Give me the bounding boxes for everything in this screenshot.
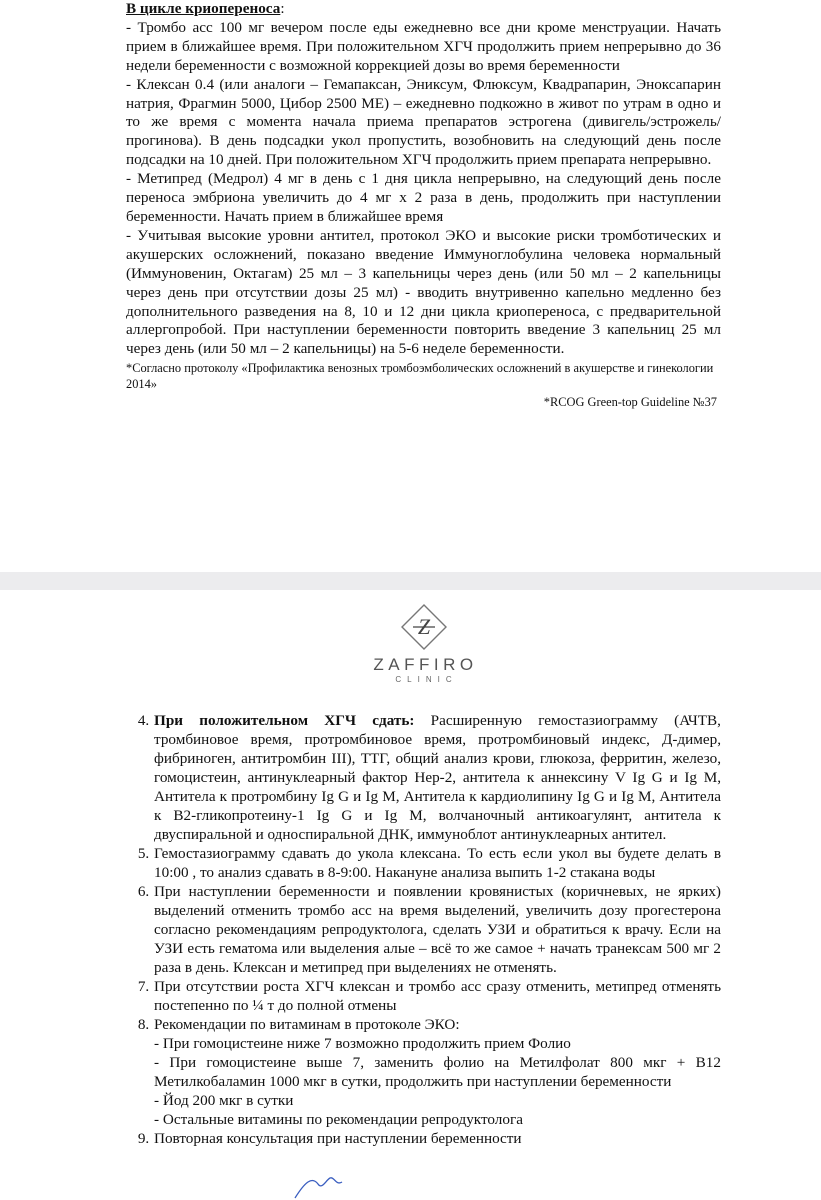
paragraph-clexane: - Клексан 0.4 (или аналоги – Гемапаксан, Эниксум, Флюксум, Квадрапарин, Эноксапарин натрия, Фрагмин 5000, Цибор 2500 МЕ) – ежедневно подкожно в живот по утрам в одно и то же время с момента начала приема препаратов эстрогена (дивигель/эстрожель/прогинова). В день подсадки укол пропустить, возобновить на следующий день после подсадки на 10 дней. При положительном ХГЧ продолжить прием препарата непрерывно. [126,75,721,169]
list-item: 8. Рекомендации по витаминам в протоколе ЭКО: - При гомоцистеине ниже 7 возможно продолжить прием Фолио - При гомоцистеине выше 7, заменить фолио на Метилфолат 800 мкг + B12 Метилкобаламин 1000 мкг в сутки, продолжить при наступлении беременности - Йод 200 мкг в сутки - Остальные витамины по рекомендации репродуктолога [153,1015,721,1129]
list-item: 7. При отсутствии роста ХГЧ клексан и тромбо асс сразу отменить, метипред отменять постепенно по ¼ т до полной отмены [153,977,721,1015]
list-item: 5. Гемостазиограмму сдавать до укола клексана. То есть если укол вы будете делать в 10:00 , то анализ сдавать в 8-9:00. Накануне анализа выпить 1-2 стакана воды [153,844,721,882]
diamond-monogram-icon [400,603,448,651]
paragraph-thromboass: - Тромбо асс 100 мг вечером после еды ежедневно все дни кроме менструации. Начать прием в ближайшее время. При положительном ХГЧ продолжить прием непрерывно до 36 недели беременности с возможной коррекцией дозы во время беременности [126,18,721,74]
cryotransfer-section [126,0,721,411]
list-item: 6. При наступлении беременности и появлении кровянистых (коричневых, не ярких) выделений отменить тромбо асс на время выделений, увеличить дозу прогестерона согласно рекомендациям репродуктолога, сделать УЗИ и обратиться к врачу. Если на УЗИ есть гематома или выделения алые – всё то же самое + начать транексам 500 мг 2 раза в день. Клексан и метипред при выделениях не отменять. [153,882,721,977]
signature-scribble-icon [290,1172,350,1200]
document-page-1 [0,0,821,572]
paragraph-metipred: - Метипред (Медрол) 4 мг в день с 1 дня цикла непрерывно, на следующий день после переноса эмбриона увеличить до 4 мг х 2 раза в день, продолжить при наступлении беременности. Начать прием в ближайшее время [126,170,721,225]
list-item: 9. Повторная консультация при наступлении беременности [153,1129,721,1148]
paragraph-immunoglobulin: - Учитывая высокие уровни антител, протокол ЭКО и высокие риски тромботических и акушерских осложнений, показано введение Иммуноглобулина человека нормальный (Иммуновенин, Октагам) 25 мл – 3 капельницы через день (или 50 мл – 2 капельницы через день при отсутствии дозы 25 мл) - вводить внутривенно капельно медленно без дополнительного разведения на 8, 10 и 12 дни цикла криопереноса, с предварительной аллергопробой. При наступлении беременности повторить введение 3 капельниц 25 мл через день (или 50 мл – 2 капельницы) на 5-6 неделе беременности. [126,226,721,358]
footnote: *Согласно протоколу «Профилактика венозных тромбоэмболических осложнений в акушерстве и гинекологии 2014» [126,361,714,391]
logo-subtitle: CLINIC [395,675,458,684]
section-heading: В цикле криопереноса: [126,0,285,17]
vitamin-sub-item: - При гомоцистеине ниже 7 возможно продолжить прием Фолио [154,1035,571,1052]
logo-name: ZAFFIRO [373,655,478,674]
vitamin-sub-item: - Остальные витамины по рекомендации репродуктолога [154,1111,523,1128]
vitamin-sub-item: - Йод 200 мкг в сутки [154,1092,294,1109]
recommendations-list [126,711,721,1148]
document-page-2 [0,590,821,1200]
clinic-logo [126,603,721,711]
guideline-reference: *RCOG Green-top Guideline №37 [543,395,717,410]
vitamin-sub-item: - При гомоцистеине выше 7, заменить фолио на Метилфолат 800 мкг + B12 Метилкобаламин 1000 мкг в сутки, продолжить при наступлении беременности [154,1054,721,1090]
logo-monogram: Z [417,614,430,639]
list-item: 4. При положительном ХГЧ сдать: Расширенную гемостазиограмму (АЧТВ, тромбиновое время, протромбиновое время, протромбиновый индекс, Д-димер, фибриноген, антитромбин III), ТТГ, общий анализ крови, глюкоза, ферритин, железо, гомоцистеин, антинуклеарный фактор Hep-2, антитела к аннексину V Ig G и Ig M, Антитела к протромбину Ig G и Ig M, Антитела к кардиолипину Ig G и Ig M, Антитела к B2-гликопротеину-1 Ig G и Ig M, волчаночный антикоагулянт, антитела к двуспиральной и односпиральной ДНК, иммуноблот антинуклеарных антител. [153,711,721,844]
